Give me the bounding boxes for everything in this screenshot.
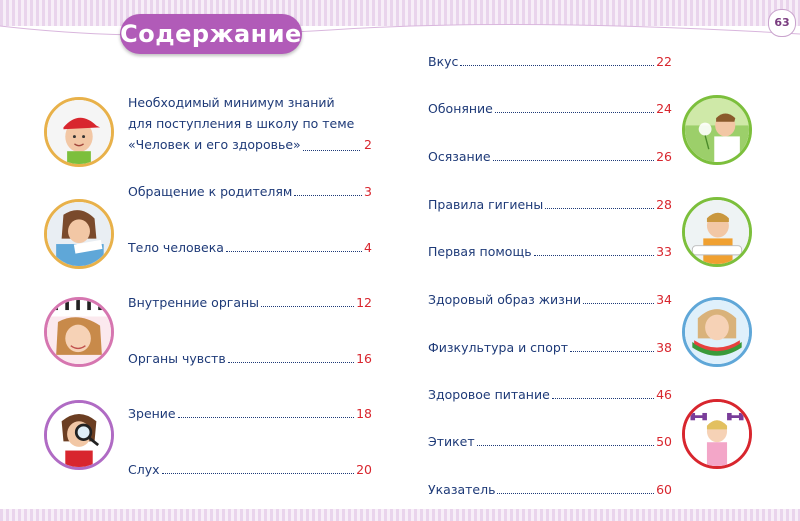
dot-leader [162, 473, 355, 474]
dot-leader [303, 150, 360, 151]
toc-entry-intro[interactable] [128, 92, 372, 155]
toc-page-number: 50 [656, 434, 672, 449]
toc-page-number: 16 [356, 351, 372, 366]
toc-entry-sport[interactable] [428, 340, 672, 355]
girl-watermelon-photo [682, 297, 752, 367]
girl-piano-photo [44, 297, 114, 367]
toc-entry-healthy-lifestyle[interactable] [428, 292, 672, 307]
toc-entry-vision[interactable] [128, 406, 372, 421]
title-badge [120, 14, 302, 54]
toc-entry-label: Обоняние [428, 101, 493, 116]
dot-leader [545, 208, 654, 209]
boy-dandelion-photo [682, 95, 752, 165]
toc-entry-label: Слух [128, 462, 160, 477]
toc-entry-body[interactable] [128, 240, 372, 255]
toc-entry-smell[interactable] [428, 101, 672, 116]
toc-page-number: 4 [364, 240, 372, 255]
toc-page-number: 18 [356, 406, 372, 421]
toc-entry-label: Правила гигиены [428, 197, 544, 212]
toc-entry-label: Физкультура и спорт [428, 340, 569, 355]
dot-leader [226, 251, 362, 252]
toc-page-number: 60 [656, 482, 672, 497]
toc-page-number: 46 [656, 387, 672, 402]
intro-line-3 [128, 134, 372, 155]
intro-line-2: для поступления в школу по теме [128, 116, 355, 131]
toc-entry-index[interactable] [428, 482, 672, 497]
dot-leader [261, 306, 354, 307]
dot-leader [178, 417, 354, 418]
toc-entry-label: Органы чувств [128, 351, 226, 366]
toc-entry-parents[interactable] [128, 184, 372, 199]
toc-page-number: 28 [656, 197, 672, 212]
toc-entry-label: Внутренние органы [128, 295, 260, 310]
toc-entry-healthy-food[interactable] [428, 387, 672, 402]
girl-writing-photo [44, 199, 114, 269]
toc-entry-label: Зрение [128, 406, 176, 421]
toc-entry-first-aid[interactable] [428, 244, 672, 259]
toc-page-number: 34 [656, 292, 672, 307]
dot-leader [228, 362, 354, 363]
dot-leader [583, 303, 654, 304]
toc-entry-label: Тело человека [128, 240, 224, 255]
dot-leader [552, 398, 654, 399]
toc-page-number: 22 [656, 54, 672, 69]
toc-entry-taste[interactable] [428, 54, 672, 69]
toc-entry-label: Осязание [428, 149, 491, 164]
toc-entry-label: Указатель [428, 482, 496, 497]
toc-entry-etiquette[interactable] [428, 434, 672, 449]
dot-leader [493, 160, 655, 161]
toc-page-number: 3 [364, 184, 372, 199]
dot-leader [477, 445, 654, 446]
page-number: 63 [768, 9, 796, 37]
toc-entry-senses[interactable] [128, 351, 372, 366]
girl-dumbbells-photo [682, 399, 752, 469]
dot-leader [534, 255, 655, 256]
bottom-stripe-band [0, 509, 800, 521]
toc-page-number: 33 [656, 244, 672, 259]
toc-entry-internal-organs[interactable] [128, 295, 372, 310]
dot-leader [495, 112, 654, 113]
toc-entry-label: Первая помощь [428, 244, 532, 259]
toc-entry-label: Обращение к родителям [128, 184, 293, 199]
toc-entry-label: Вкус [428, 54, 459, 69]
toc-entry-hearing[interactable] [128, 462, 372, 477]
toc-entry-label: Здоровый образ жизни [428, 292, 582, 307]
boy-washing-photo [682, 197, 752, 267]
toc-page-number: 24 [656, 101, 672, 116]
dot-leader [570, 351, 654, 352]
intro-line-1: Необходимый минимум знаний [128, 95, 335, 110]
toc-entry-label: Этикет [428, 434, 475, 449]
dot-leader [460, 65, 654, 66]
toc-page-number: 26 [656, 149, 672, 164]
intro-line-3-text: «Человек и его здоровье» [128, 137, 301, 152]
toc-page-number: 2 [364, 137, 372, 152]
page-title: Содержание [120, 20, 302, 48]
dot-leader [497, 493, 654, 494]
toc-entry-touch[interactable] [428, 149, 672, 164]
toc-entry-label: Здоровое питание [428, 387, 550, 402]
toc-page-number: 20 [356, 462, 372, 477]
toc-page-number: 38 [656, 340, 672, 355]
toc-entry-hygiene[interactable] [428, 197, 672, 212]
dot-leader [294, 195, 362, 196]
toc-page-number: 12 [356, 295, 372, 310]
girl-magnifier-photo [44, 400, 114, 470]
boy-red-cap-photo [44, 97, 114, 167]
